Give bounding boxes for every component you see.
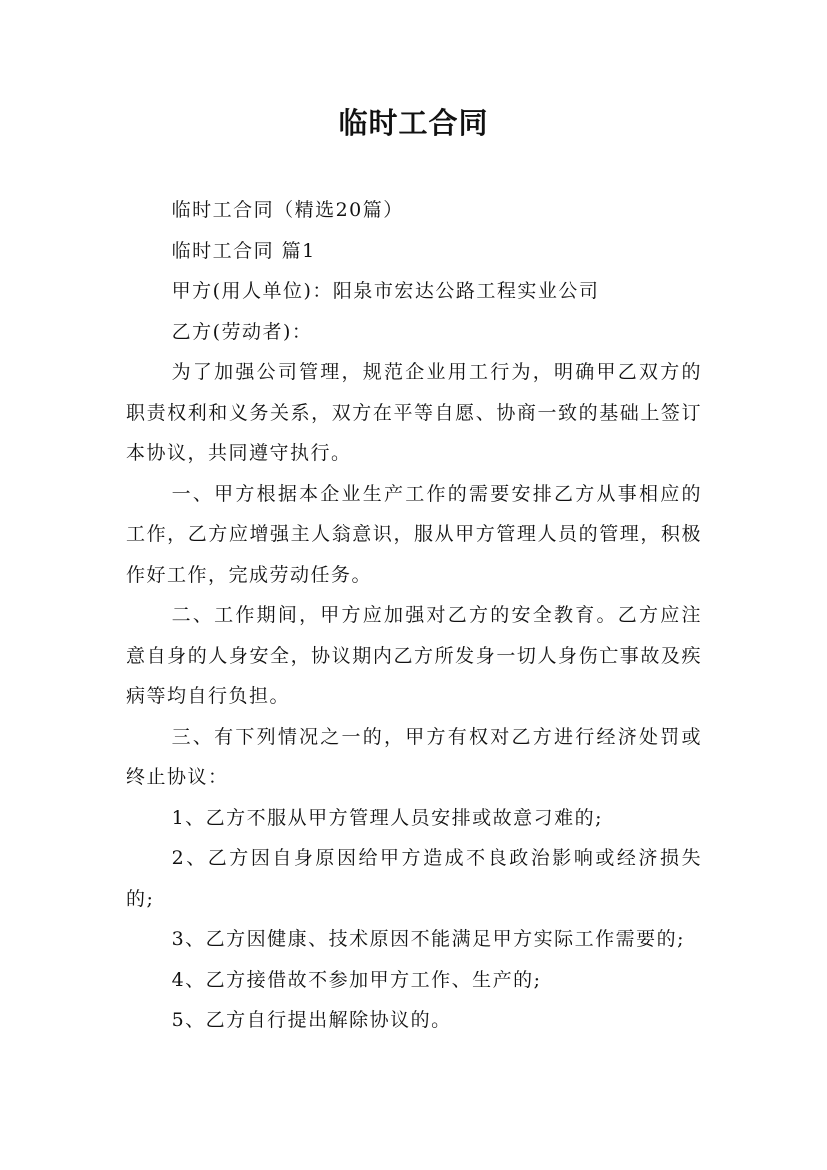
- paragraph-item-5: 5、乙方自行提出解除协议的。: [171, 1009, 452, 1031]
- paragraph-preamble: 为了加强公司管理，规范企业用工行为，明确甲乙双方的职责权利和义务关系，双方在平等自愿、协商一致的基础上签订本协议，共同遵守执行。: [126, 361, 702, 464]
- paragraph-party-a: 甲方(用人单位)：阳泉市宏达公路工程实业公司: [171, 280, 600, 302]
- paragraph-item-2: 2、乙方因自身原因给甲方造成不良政治影响或经济损失的;: [126, 847, 702, 910]
- paragraph-collection-title: 临时工合同（精选20篇）: [171, 199, 404, 221]
- paragraph-clause-3: 三、有下列情况之一的，甲方有权对乙方进行经济处罚或终止协议：: [126, 725, 702, 788]
- document-title: 临时工合同: [338, 106, 489, 140]
- paragraph-clause-1: 一、甲方根据本企业生产工作的需要安排乙方从事相应的工作，乙方应增强主人翁意识，服从甲方管理人员的管理，积极作好工作，完成劳动任务。: [126, 482, 702, 586]
- document-body: [126, 190, 702, 1041]
- paragraph-section-heading: 临时工合同 篇1: [171, 239, 316, 262]
- paragraph-item-3: 3、乙方因健康、技术原因不能满足甲方实际工作需要的;: [171, 928, 686, 950]
- paragraph-item-1: 1、乙方不服从甲方管理人员安排或故意刁难的;: [171, 806, 604, 829]
- paragraph-clause-2: 二、工作期间，甲方应加强对乙方的安全教育。乙方应注意自身的人身安全，协议期内乙方所发身一切人身伤亡事故及疾病等均自行负担。: [126, 604, 702, 707]
- paragraph-party-b: 乙方(劳动者)：: [171, 320, 313, 343]
- paragraph-item-4: 4、乙方接借故不参加甲方工作、生产的;: [171, 968, 542, 991]
